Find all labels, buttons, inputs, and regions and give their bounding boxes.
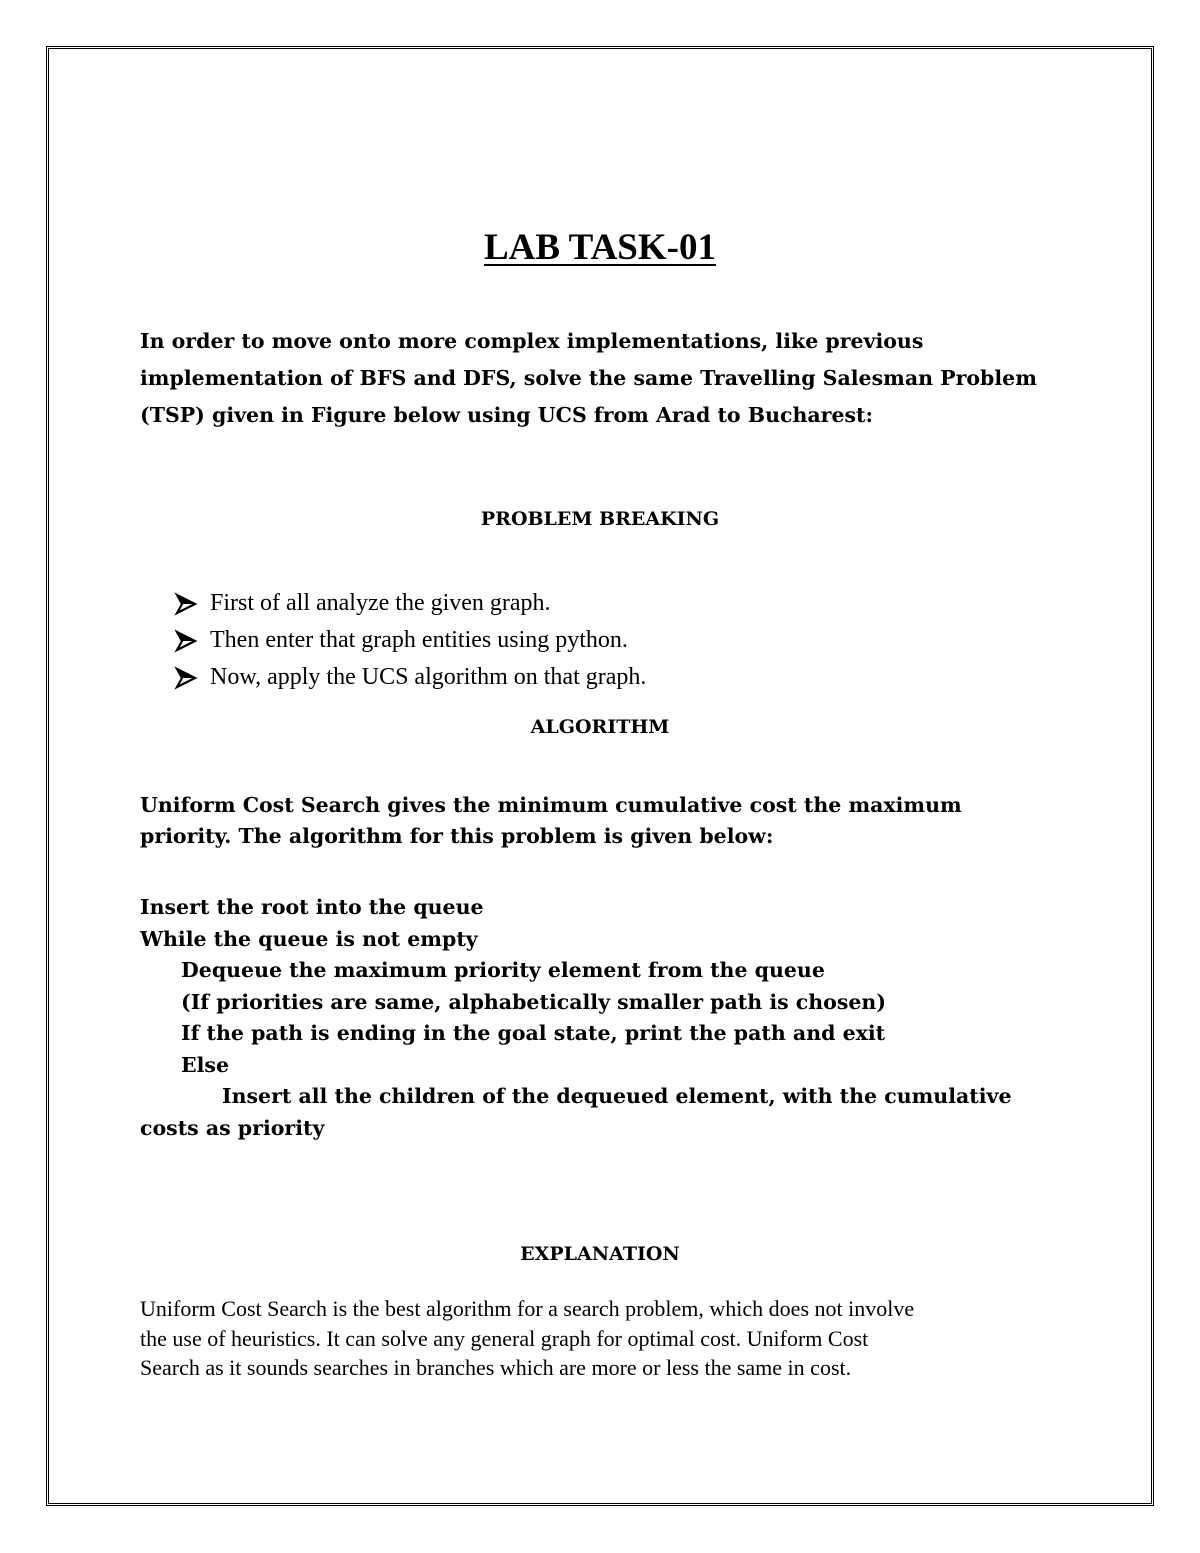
arrow-bullet-icon bbox=[174, 629, 198, 653]
arrow-bullet-icon bbox=[174, 592, 198, 616]
description-line: Uniform Cost Search gives the minimum cumulative cost the maximum bbox=[140, 793, 962, 817]
pseudocode-line: While the queue is not empty bbox=[140, 926, 478, 951]
explanation-line: the use of heuristics. It can solve any general graph for optimal cost. Uniform Cost bbox=[140, 1325, 869, 1351]
list-item bbox=[174, 659, 646, 696]
algorithm-pseudocode bbox=[140, 892, 1012, 1144]
pseudocode-line: Insert all the children of the dequeued element, with the cumulative bbox=[222, 1084, 1012, 1108]
explanation-line: Uniform Cost Search is the best algorithm for a search problem, which does not involve bbox=[140, 1296, 915, 1321]
intro-line: implementation of BFS and DFS, solve the same Travelling Salesman Problem bbox=[140, 366, 1037, 390]
intro-line: In order to move onto more complex implementations, like previous bbox=[140, 329, 924, 353]
page-title: LAB TASK-01 bbox=[484, 227, 716, 268]
problem-breaking-list bbox=[174, 585, 646, 696]
explanation-paragraph bbox=[140, 1294, 914, 1383]
algorithm-heading: ALGORITHM bbox=[530, 716, 670, 738]
algorithm-description bbox=[140, 790, 962, 852]
pseudocode-line: Dequeue the maximum priority element from the queue bbox=[181, 958, 825, 982]
description-line: priority. The algorithm for this problem is given below: bbox=[140, 824, 774, 848]
pseudocode-line: costs as priority bbox=[140, 1115, 325, 1140]
list-item-text: Then enter that graph entities using python. bbox=[210, 627, 628, 653]
intro-line: (TSP) given in Figure below using UCS from Arad to Bucharest: bbox=[140, 403, 874, 427]
explanation-line: Search as it sounds searches in branches which are more or less the same in cost. bbox=[140, 1355, 852, 1380]
pseudocode-line: (If priorities are same, alphabetically smaller path is chosen) bbox=[181, 989, 887, 1014]
pseudocode-line: If the path is ending in the goal state, print the path and exit bbox=[181, 1021, 886, 1045]
problem-breaking-heading: PROBLEM BREAKING bbox=[480, 508, 720, 530]
explanation-heading: EXPLANATION bbox=[520, 1243, 680, 1265]
list-item-text: Now, apply the UCS algorithm on that graph. bbox=[210, 664, 647, 690]
pseudocode-line: Else bbox=[181, 1052, 229, 1077]
arrow-bullet-icon bbox=[174, 666, 198, 690]
list-item bbox=[174, 585, 646, 622]
list-item-text: First of all analyze the given graph. bbox=[210, 590, 551, 616]
intro-paragraph bbox=[140, 323, 1080, 434]
list-item bbox=[174, 622, 646, 659]
pseudocode-line: Insert the root into the queue bbox=[140, 895, 484, 919]
